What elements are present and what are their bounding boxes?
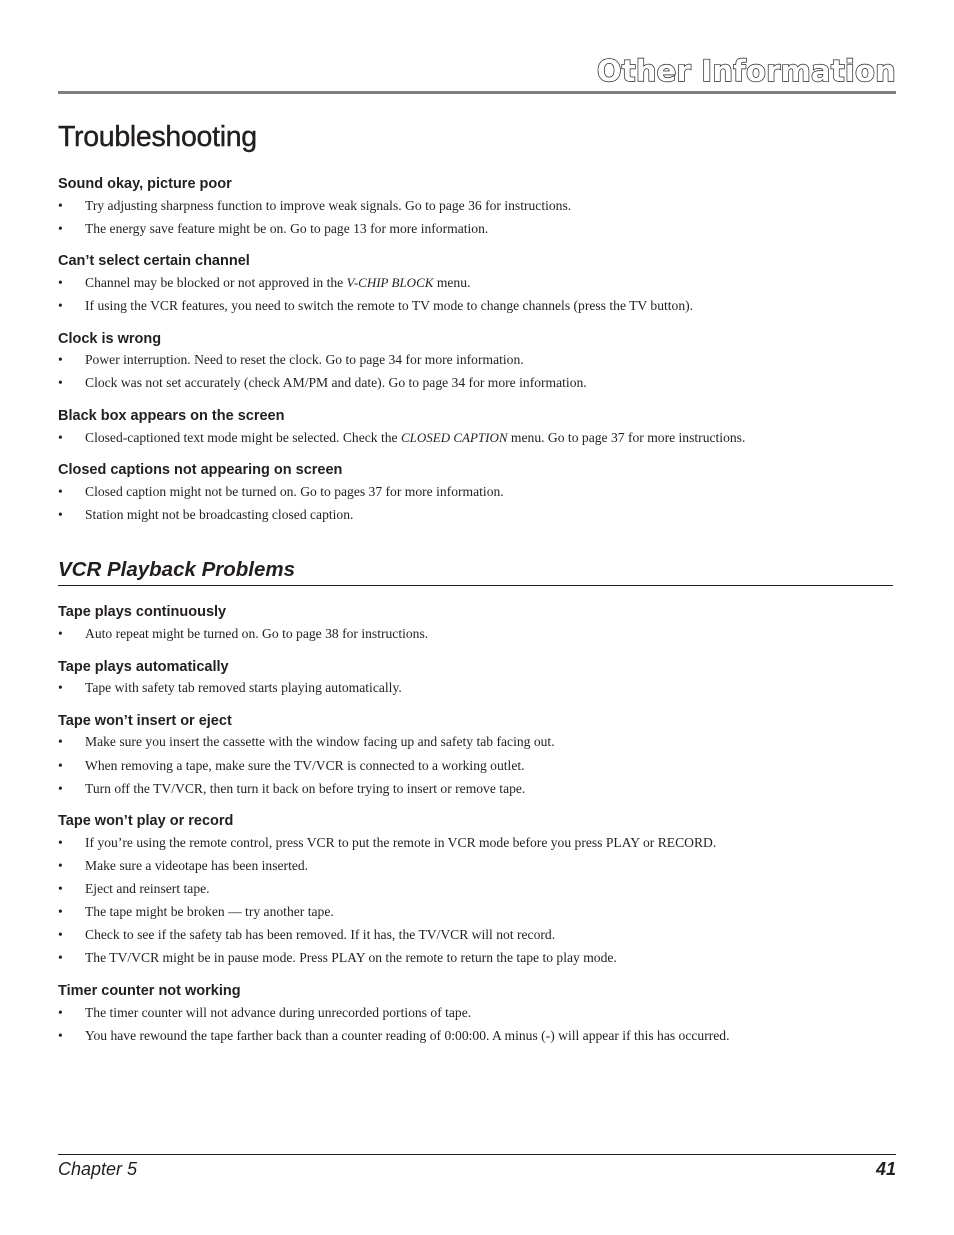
- solution-text: [85, 880, 210, 898]
- solution-text: [85, 197, 571, 215]
- solution-text-main: The timer counter will not advance during unrecorded portions of tape.: [85, 1005, 472, 1020]
- solution-text: [85, 274, 470, 292]
- solution-text-main: Clock was not set accurately (check AM/PM and date). Go to page 34 for more information.: [85, 375, 587, 390]
- header-rule: [58, 91, 896, 94]
- solution-text: [85, 351, 524, 369]
- solution-text: [85, 679, 402, 697]
- bullet-icon: •: [58, 835, 63, 850]
- problem-heading: Tape plays automatically: [58, 659, 229, 675]
- solution-text: [85, 429, 745, 447]
- solution-text-main: If you’re using the remote control, press VCR to put the remote in VCR mode before you press PLAY or RECORD.: [85, 835, 717, 850]
- bullet-icon: •: [58, 1028, 63, 1043]
- bullet-icon: •: [58, 1005, 63, 1020]
- solution-text: [85, 297, 693, 315]
- bullet-icon: •: [58, 298, 63, 313]
- page-title: Troubleshooting: [58, 121, 257, 153]
- solution-text-main: Make sure a videotape has been inserted.: [85, 858, 309, 873]
- bullet-icon: •: [58, 352, 63, 367]
- bullet-icon: •: [58, 904, 63, 919]
- bullet-icon: •: [58, 626, 63, 641]
- bullet-icon: •: [58, 781, 63, 796]
- solution-text-main: Closed caption might not be turned on. Go to pages 37 for more information.: [85, 484, 504, 499]
- bullet-icon: •: [58, 858, 63, 873]
- solution-text: [85, 733, 555, 751]
- solution-text: [85, 780, 525, 798]
- problem-heading: Timer counter not working: [58, 983, 241, 999]
- problem-heading: Tape plays continuously: [58, 604, 227, 620]
- solution-text: [85, 220, 488, 238]
- solution-text-main: When removing a tape, make sure the TV/VCR is connected to a working outlet.: [85, 758, 525, 773]
- solution-text: [85, 483, 504, 501]
- bullet-icon: •: [58, 375, 63, 390]
- solution-text-main: Make sure you insert the cassette with the window facing up and safety tab facing out.: [85, 734, 555, 749]
- solution-text-main: Closed-captioned text mode might be selected. Check the: [85, 430, 401, 445]
- bullet-icon: •: [58, 950, 63, 965]
- problem-heading: Tape won’t play or record: [58, 813, 234, 829]
- bullet-icon: •: [58, 275, 63, 290]
- solution-text: [85, 1027, 730, 1045]
- bullet-icon: •: [58, 881, 63, 896]
- problem-heading: Can’t select certain channel: [58, 253, 250, 269]
- solution-text: [85, 949, 617, 967]
- vcr-section-rule: [58, 585, 893, 586]
- solution-text-main: Channel may be blocked or not approved in the: [85, 275, 347, 290]
- solution-text: [85, 757, 525, 775]
- footer-rule: [58, 1154, 896, 1155]
- solution-text-main: Try adjusting sharpness function to improve weak signals. Go to page 36 for instructions.: [85, 198, 572, 213]
- bullet-icon: •: [58, 430, 63, 445]
- section-title: Other Information: [596, 54, 896, 88]
- problem-heading: Tape won’t insert or eject: [58, 713, 232, 729]
- solution-text-tail: menu.: [433, 275, 471, 290]
- solution-text: [85, 857, 308, 875]
- problem-heading: Clock is wrong: [58, 331, 162, 347]
- bullet-icon: •: [58, 680, 63, 695]
- page-number: 41: [875, 1159, 896, 1179]
- solution-text-main: The tape might be broken — try another tape.: [85, 904, 334, 919]
- bullet-icon: •: [58, 484, 63, 499]
- solution-text-main: Eject and reinsert tape.: [85, 881, 210, 896]
- bullet-icon: •: [58, 758, 63, 773]
- solution-text-main: Power interruption. Need to reset the clock. Go to page 34 for more information.: [85, 352, 524, 367]
- problem-heading: Black box appears on the screen: [58, 408, 285, 424]
- solution-text-main: If using the VCR features, you need to switch the remote to TV mode to change channels (press the TV button).: [85, 298, 694, 313]
- menu-name: V-CHIP BLOCK: [346, 275, 434, 290]
- problem-heading: Closed captions not appearing on screen: [58, 462, 343, 478]
- footer-chapter: Chapter 5: [58, 1159, 138, 1179]
- vcr-section-title: VCR Playback Problems: [58, 558, 295, 581]
- solution-text-tail: menu. Go to page 37 for more instructions.: [507, 430, 746, 445]
- solution-text: [85, 506, 353, 524]
- bullet-icon: •: [58, 734, 63, 749]
- solution-text: [85, 1004, 471, 1022]
- solution-text-main: Auto repeat might be turned on. Go to page 38 for instructions.: [85, 626, 429, 641]
- solution-text: [85, 926, 555, 944]
- solution-text-main: Station might not be broadcasting closed caption.: [85, 507, 354, 522]
- bullet-icon: •: [58, 198, 63, 213]
- problem-heading: Sound okay, picture poor: [58, 176, 232, 192]
- solution-text: [85, 834, 716, 852]
- solution-text-main: Check to see if the safety tab has been removed. If it has, the TV/VCR will not record.: [85, 927, 556, 942]
- menu-name: CLOSED CAPTION: [400, 430, 508, 445]
- solution-text-main: The energy save feature might be on. Go to page 13 for more information.: [85, 221, 489, 236]
- solution-text-main: You have rewound the tape farther back than a counter reading of 0:00:00. A minus (-) will appear if this has occurred.: [85, 1028, 730, 1043]
- solution-text-main: Turn off the TV/VCR, then turn it back on before trying to insert or remove tape.: [85, 781, 526, 796]
- solution-text-main: The TV/VCR might be in pause mode. Press PLAY on the remote to return the tape to play mode.: [85, 950, 617, 965]
- solution-text: [85, 903, 334, 921]
- bullet-icon: •: [58, 927, 63, 942]
- bullet-icon: •: [58, 507, 63, 522]
- solution-text: [85, 374, 587, 392]
- solution-text-main: Tape with safety tab removed starts playing automatically.: [85, 680, 402, 695]
- bullet-icon: •: [58, 221, 63, 236]
- solution-text: [85, 625, 428, 643]
